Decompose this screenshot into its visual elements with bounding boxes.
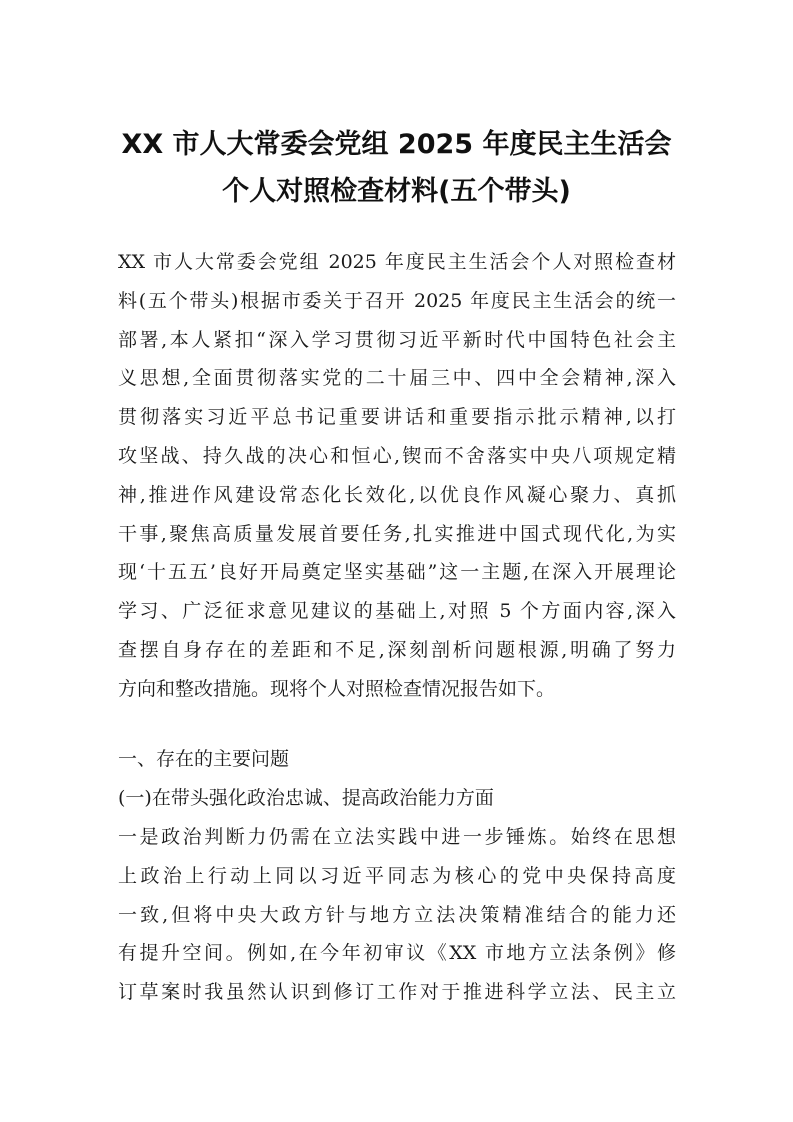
subsection-heading: (一)在带头强化政治忠诚、提高政治能力方面 [118, 787, 494, 809]
section-heading: 一、存在的主要问题 [118, 748, 290, 770]
paragraph-line: 现‘十五五’良好开局奠定坚实基础”这一主题,在深入开展理论 [118, 561, 676, 584]
paragraph-line: 攻坚战、持久战的决心和恒心,锲而不舍落实中央八项规定精 [118, 444, 676, 467]
document-title-line-1: XX 市人大常委会党组 2025 年度民主生活会 [121, 129, 672, 160]
paragraph-line: 干事,聚焦高质量发展首要任务,扎实推进中国式现代化,为实 [118, 522, 676, 545]
paragraph-line: 学习、广泛征求意见建议的基础上,对照 5 个方面内容,深入 [118, 600, 676, 623]
paragraph-line: 查摆自身存在的差距和不足,深刻剖析问题根源,明确了努力 [118, 638, 676, 661]
paragraph-line: 一是政治判断力仍需在立法实践中进一步锤炼。始终在思想 [118, 826, 676, 848]
paragraph-line: 义思想,全面贯彻落实党的二十届三中、四中全会精神,深入 [118, 367, 676, 390]
issue-paragraph [118, 818, 676, 1012]
paragraph-line: XX 市人大常委会党组 2025 年度民主生活会个人对照检查材 [118, 251, 676, 273]
paragraph-line: 贯彻落实习近平总书记重要讲话和重要指示批示精神,以打 [118, 406, 676, 429]
intro-paragraph [118, 243, 676, 709]
paragraph-line: 部署,本人紧扣“深入学习贯彻习近平新时代中国特色社会主 [118, 328, 676, 351]
paragraph-line: 订草案时我虽然认识到修订工作对于推进科学立法、民主立 [118, 981, 676, 1004]
paragraph-line: 方向和整改措施。现将个人对照检查情况报告如下。 [118, 677, 556, 700]
paragraph-line: 上政治上行动上同以习近平同志为核心的党中央保持高度 [118, 864, 676, 887]
paragraph-line: 神,推进作风建设常态化长效化,以优良作风凝心聚力、真抓 [118, 483, 676, 506]
document-title-line-2: 个人对照检查材料(五个带头) [222, 176, 571, 207]
paragraph-line: 有提升空间。例如,在今年初审议《XX 市地方立法条例》修 [118, 942, 676, 965]
paragraph-line: 一致,但将中央大政方针与地方立法决策精准结合的能力还 [118, 903, 676, 926]
paragraph-line: 料(五个带头)根据市委关于召开 2025 年度民主生活会的统一 [118, 289, 676, 312]
